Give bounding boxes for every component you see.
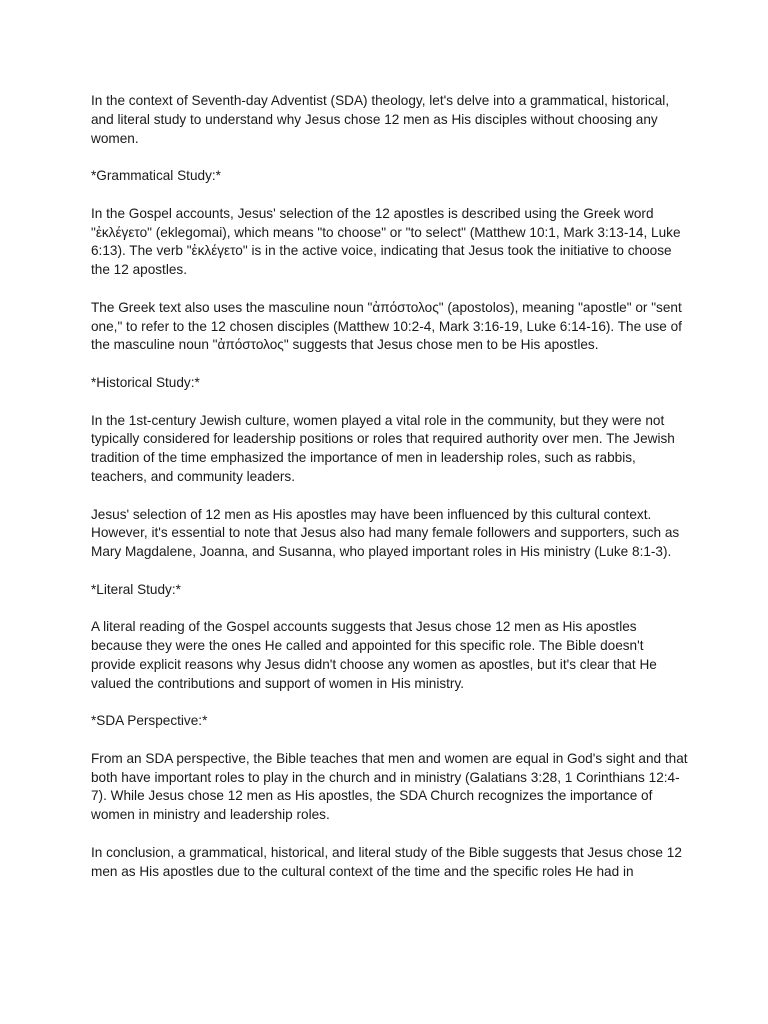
document-page bbox=[91, 92, 691, 900]
grammatical-study-heading: *Grammatical Study:* bbox=[91, 168, 221, 184]
literal-paragraph: A literal reading of the Gospel accounts suggests that Jesus chose 12 men as His apostles because they were the ones He called and appointed for this specific role. The Bible doesn't provide explicit reasons why Jesus didn't choose any women as apostles, but it's clear that He valued the contributions and support of women in His ministry. bbox=[91, 619, 657, 691]
grammatical-paragraph-2: The Greek text also uses the masculine noun "ἀπόστολος" (apostolos), meaning "apostle" or "sent one," to refer to the 12 chosen disciples (Matthew 10:2-4, Mark 3:16-19, Luke 6:14-16). The use of the masculine noun "ἀπόστολος" suggests that Jesus chose men to be His apostles. bbox=[91, 299, 682, 353]
literal-study-heading: *Literal Study:* bbox=[91, 581, 181, 597]
grammatical-paragraph-1: In the Gospel accounts, Jesus' selection of the 12 apostles is described using the Greek word "ἐκλέγετο" (eklegomai), which means "to choose" or "to select" (Matthew 10:1, Mark 3:13-14, Luke 6:13). The verb "ἐκλέγετο" is in the active voice, indicating that Jesus took the initiative to choose the 12 apostles. bbox=[91, 205, 681, 278]
historical-paragraph-1: In the 1st-century Jewish culture, women played a vital role in the community, but they were not typically considered for leadership positions or roles that required authority over men. The Jewish tradition of the time emphasized the importance of men in leadership roles, such as rabbis, teachers, and community leaders. bbox=[91, 412, 675, 484]
intro-paragraph: In the context of Seventh-day Adventist (SDA) theology, let's delve into a grammatical, historical, and literal study to understand why Jesus chose 12 men as His disciples without choosing any women. bbox=[91, 93, 670, 146]
sda-perspective-heading: *SDA Perspective:* bbox=[91, 713, 208, 729]
historical-paragraph-2: Jesus' selection of 12 men as His apostles may have been influenced by this cultural context. However, it's essential to note that Jesus also had many female followers and supporters, such as Mary Magdalene, Joanna, and Susanna, who played important roles in His ministry (Luke 8:1-3). bbox=[91, 506, 680, 560]
conclusion-paragraph: In conclusion, a grammatical, historical, and literal study of the Bible suggests that Jesus chose 12 men as His apostles due to the cultural context of the time and the specific roles He had in bbox=[91, 844, 682, 879]
historical-study-heading: *Historical Study:* bbox=[91, 374, 200, 390]
sda-perspective-paragraph: From an SDA perspective, the Bible teaches that men and women are equal in God's sight and that both have important roles to play in the church and in ministry (Galatians 3:28, 1 Corinthians 12:4-7). While Jesus chose 12 men as His apostles, the SDA Church recognizes the importance of women in ministry and leadership roles. bbox=[91, 750, 688, 823]
